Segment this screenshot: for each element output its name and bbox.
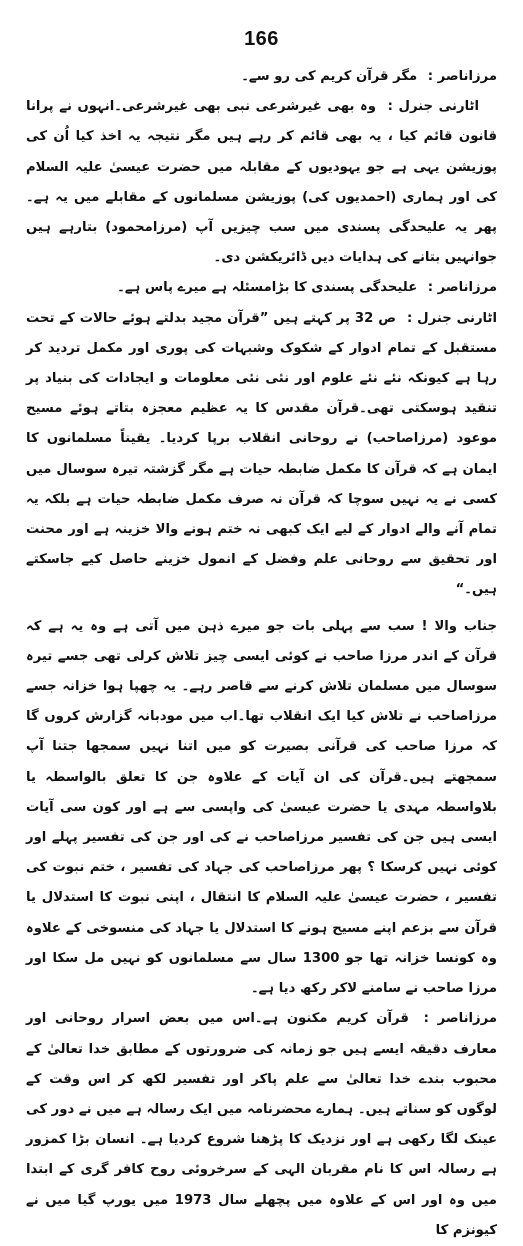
paragraph-text: ص 32 پر کہتے ہیں ”قرآن مجید بدلتے ہوئے حالات کے تحت مستقبل کے تمام ادوار کے شکوک وشبہات کی پوری اور مکمل تردید کر رہا ہے کیونکہ نئے نئے علوم اور نئی نئی معلومات و ایجادات کی بنیاد پر تنقید ہوسکتی تھی۔قرآن مقدس کا یہ عظیم معجزہ بتاتے ہوئے مسیح موعود (مرزاصاحب) نے روحانی انقلاب برپا کردیا۔ یقیناً مسلمانوں کا ایمان ہے کہ قرآن کا مکمل ضابطہ حیات ہے مگر گزشتہ تیرہ سوسال میں کسی نے یہ نہیں سوچا کہ قرآن نہ صرف مکمل ضابطہ حیات ہے بلکہ یہ تمام آنے والے ادوار کے لیے ایک کبھی نہ ختم ہونے والا خزینہ ہے اور محنت اور تحقیق سے روحانی علم وفضل کے انمول خزینے حاصل کیے جاسکتے ہیں۔“: [26, 310, 497, 598]
paragraph-mirza-nasir-3: [26, 1004, 497, 1246]
paragraph-mirza-nasir-2: [26, 273, 497, 303]
paragraph-text: جناب والا ! سب سے پہلی بات جو میرے ذہن میں آتی ہے وہ یہ ہے کہ قرآن کے اندر مرزا صاحب نے کوئی ایسی چیز تلاش کرلی تھی جسے تیرہ سوسال میں مسلمان تلاش کرنے سے قاصر رہے۔ یہ چھپا ہوا خزانہ جسے مرزاصاحب نے تلاش کیا ایک انقلاب تھا۔اب میں مودبانہ گزارش کروں گا کہ مرزا صاحب کی قرآنی بصیرت کو میں اتنا نہیں سمجھا جتنا آپ سمجھتے ہیں۔قرآن کی ان آیات کے علاوہ جن کا تعلق بالواسطہ یا بلاواسطہ مہدی یا حضرت عیسیٰ کی واپسی سے ہے اور کون سی آیات ایسی ہیں جن کی تفسیر مرزاصاحب نے کی اور جن کی تفسیر پہلے اور کوئی نہیں کرسکا ؟ پھر مرزاصاحب کی جہاد کی تفسیر ، ختم نبوت کی تفسیر ، حضرت عیسیٰ علیہ السلام کا انتقال ، اپنی نبوت کا استدلال یا قرآن سے بزعم اپنے مسیح ہونے کا استدلال یا جہاد کی منسوخی کے علاوہ وہ کونسا خزانہ تھا جو 1300 سال سے مسلمانوں کو نہیں مل سکا اور مرزا صاحب نے سامنے لاکر رکھ دیا ہے۔: [26, 618, 497, 997]
speaker-label: مرزاناصر :: [427, 69, 497, 84]
paragraph-mirza-nasir-1: [26, 62, 497, 92]
page-body: [26, 62, 497, 1246]
speaker-label: مرزاناصر :: [423, 1011, 498, 1027]
paragraph-text: علیحدگی پسندی کا بڑامسئلہ ہے میرے پاس ہے۔: [117, 280, 418, 296]
paragraph-text: وہ بھی غیرشرعی نبی بھی غیرشرعی۔انہوں نے پرانا قانون قائم کیا ، یہ بھی قائم کر رہے ہیں مگر نتیجہ یہ اخذ کیا اُن کی پوزیشن یہی ہے جو یہودیوں کے مقابلہ میں حضرت عیسیٰ علیہ السلام کی اور ہماری (احمدیوں کی) پوزیشن مسلمانوں کے مقابلے میں یہ ہے۔ پھر یہ علیحدگی پسندی میں سب چیزیں آپ (مرزامحمود) بتارہے ہیں جوانہیں بتانے کی ہدایات دیں ڈائریکشن دی۔: [26, 99, 497, 266]
speaker-label: اٹارنی جنرل :: [406, 310, 497, 326]
paragraph-attorney-general-2: [26, 304, 497, 606]
speaker-label: اٹارنی جنرل :: [387, 99, 479, 115]
paragraph-attorney-general-1: [26, 92, 497, 273]
speaker-label: مرزاناصر :: [427, 280, 497, 296]
paragraph-janab-wala: [26, 612, 497, 1005]
paragraph-text: قرآن کریم مکنون ہے۔اس میں بعض اسرار روحانی اور معارف دقیقہ ایسے ہیں جو زمانہ کی ضرورتوں کے مطابق خدا تعالیٰ کے محبوب بندے خدا تعالیٰ سے علم پاکر اور تفسیر لکھ کر اس وقت کے لوگوں کو سناتے ہیں۔ ہمارے محضرنامہ میں ایک رسالہ ہے میں نے دور کی عینک لگا رکھی ہے اور نزدیک کا پڑھنا شروع کردیا ہے۔ انسان بڑا کمزور ہے رسالہ اس کا نام مقربان الہی کے سرخروئی روح کافر گری کے ابتدا میں وہ اور اس کے علاوہ میں پچھلے سال 1973 میں یورپ گیا میں نے کیونزم کا: [26, 1011, 497, 1238]
paragraph-text: مگر قرآن کریم کی رو سے۔: [241, 69, 418, 84]
page-number: 166: [244, 28, 279, 50]
